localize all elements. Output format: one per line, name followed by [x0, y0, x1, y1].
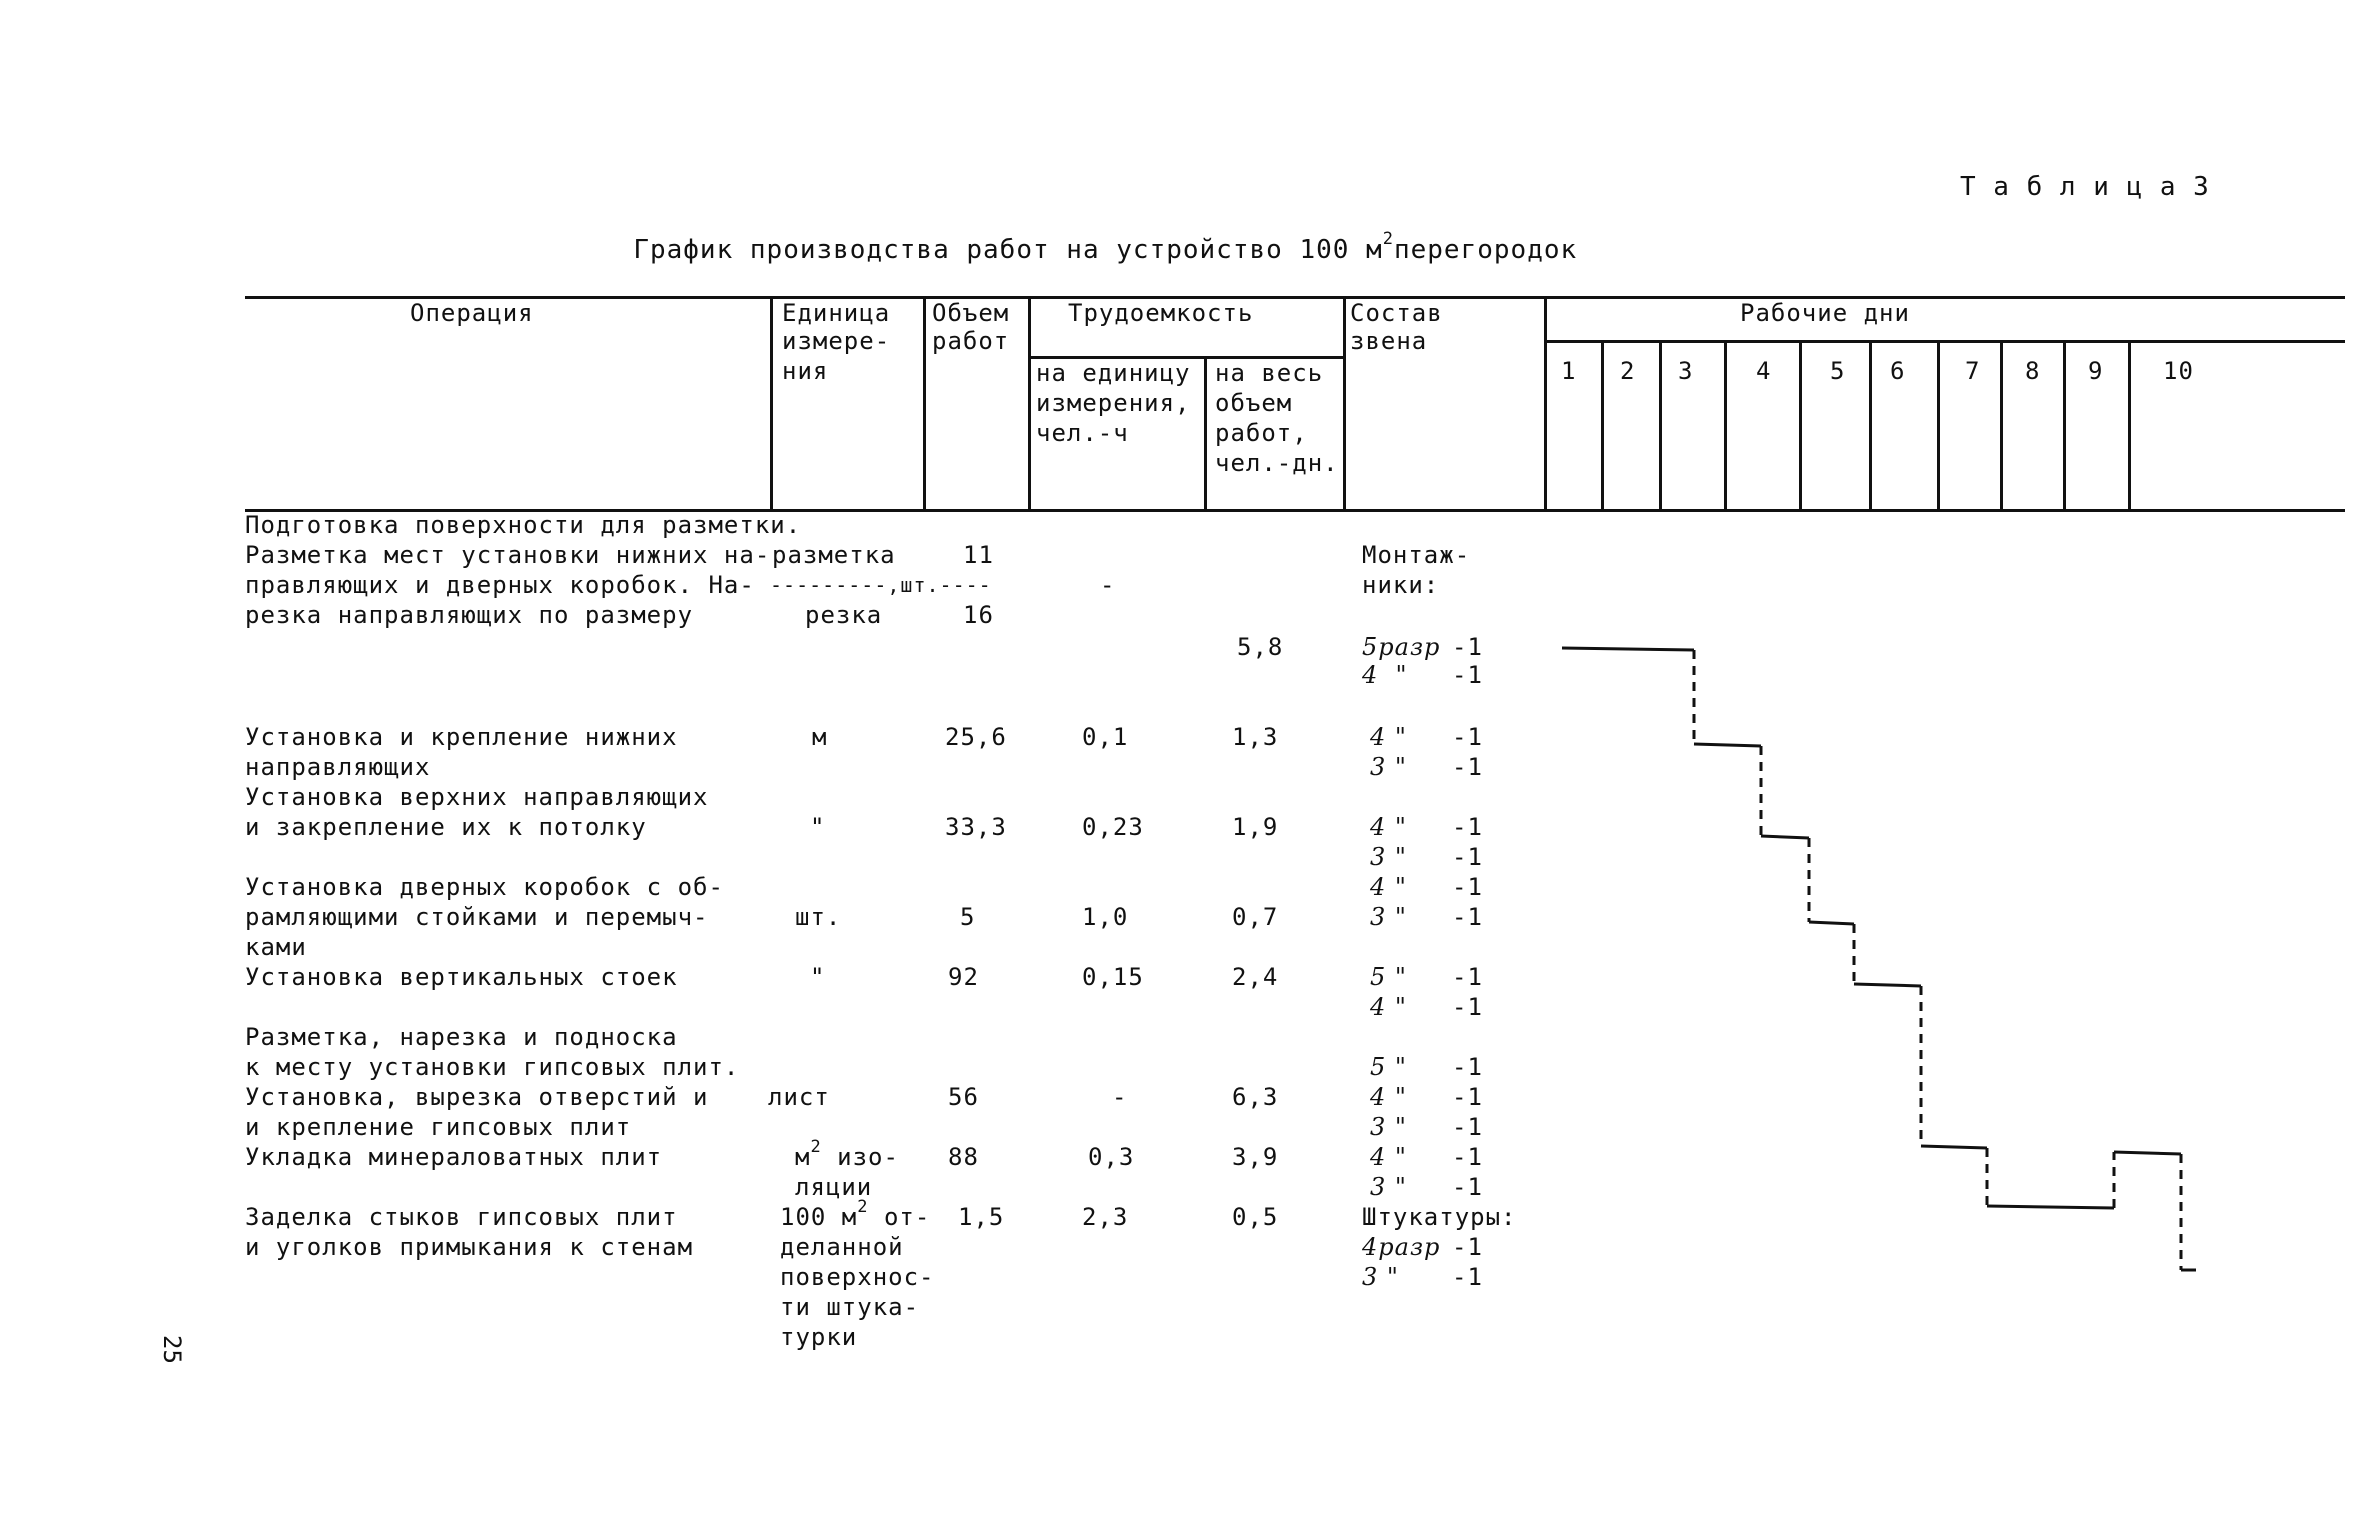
row7-unit-m: м	[795, 1143, 811, 1171]
row1-crew-2-count: -1	[1452, 661, 1483, 689]
row2-crew-2-rank: 3 "	[1370, 753, 1407, 781]
row8-unit-5: турки	[780, 1323, 858, 1351]
header-unit-3: ния	[782, 357, 829, 385]
table-label: Т а б л и ц а 3	[1960, 172, 2210, 202]
header-crew-1: Состав	[1350, 299, 1443, 327]
row7-crew-2-rank: 3 "	[1370, 1173, 1407, 1201]
row2-op-2: направляющих	[245, 753, 431, 781]
header-labor-total-2: объем	[1215, 389, 1293, 417]
row7-total: 3,9	[1232, 1143, 1279, 1171]
row1-volume-a: 11	[963, 541, 994, 569]
row3-total: 1,9	[1232, 813, 1279, 841]
day-7: 7	[1965, 357, 1981, 385]
day-1: 1	[1561, 357, 1577, 385]
row6-total: 6,3	[1232, 1083, 1279, 1111]
row6-unit: лист	[768, 1083, 830, 1111]
row5-unit: "	[810, 963, 826, 991]
row2-crew-1-count: -1	[1452, 723, 1483, 751]
row2-per-unit: 0,1	[1082, 723, 1129, 751]
row3-crew-2-rank: 3 "	[1370, 843, 1407, 871]
row6-op-3: Установка, вырезка отверстий и	[245, 1083, 709, 1111]
title-suffix: перегородок	[1393, 235, 1578, 265]
row1-per-unit: -	[1100, 571, 1116, 599]
row8-crew-1-rank: 4разр	[1362, 1233, 1441, 1261]
row5-crew-2-rank: 4 "	[1370, 993, 1407, 1021]
day-9: 9	[2088, 357, 2104, 385]
row7-crew-2-count: -1	[1452, 1173, 1483, 1201]
row6-op-4: и крепление гипсовых плит	[245, 1113, 632, 1141]
bar-gypsum	[1921, 1146, 1987, 1148]
row6-crew-1-count: -1	[1452, 1053, 1483, 1081]
row5-per-unit: 0,15	[1082, 963, 1144, 991]
page-number: 25	[158, 1335, 186, 1364]
row8-crew-head: Штукатуры:	[1362, 1203, 1517, 1231]
row8-unit-a: 100 м	[780, 1203, 858, 1231]
header-labor-unit-3: чел.-ч	[1036, 419, 1129, 447]
row8-volume: 1,5	[958, 1203, 1005, 1231]
header-volume-1: Объем	[932, 299, 1010, 327]
row5-total: 2,4	[1232, 963, 1279, 991]
row6-op-2: к месту установки гипсовых плит.	[245, 1053, 740, 1081]
header-volume-2: работ	[932, 327, 1010, 355]
header-labor-unit-1: на единицу	[1036, 359, 1191, 387]
row7-op-1: Укладка минераловатных плит	[245, 1143, 663, 1171]
row7-crew-1-rank: 4 "	[1370, 1143, 1407, 1171]
row1-op-1: Разметка мест установки нижних на-	[245, 541, 771, 569]
row8-crew-2-rank: 3 "	[1362, 1263, 1399, 1291]
row6-crew-3-rank: 3 "	[1370, 1113, 1407, 1141]
row7-crew-1-count: -1	[1452, 1143, 1483, 1171]
row4-op-3: ками	[245, 933, 307, 961]
day-5: 5	[1830, 357, 1846, 385]
row3-volume: 33,3	[945, 813, 1007, 841]
row1-unit-a: разметка	[772, 541, 896, 569]
row1-crew-1-rank: 5разр	[1362, 633, 1441, 661]
row5-op-1: Установка вертикальных стоек	[245, 963, 678, 991]
header-crew-2: звена	[1350, 327, 1428, 355]
row7-unit-sup: 2	[810, 1137, 822, 1157]
header-labor-total-3: работ,	[1215, 419, 1308, 447]
row8-crew-1-count: -1	[1452, 1233, 1483, 1261]
row3-op-2: и закрепление их к потолку	[245, 813, 647, 841]
title-sup: 2	[1382, 229, 1394, 250]
row0-operation: Подготовка поверхности для разметки.	[245, 511, 802, 539]
bar-lower-guides	[1694, 744, 1761, 746]
row8-total: 0,5	[1232, 1203, 1279, 1231]
row8-op-2: и уголков примыкания к стенам	[245, 1233, 694, 1261]
header-unit-1: Единица	[782, 299, 891, 327]
row8-crew-2-count: -1	[1452, 1263, 1483, 1291]
bar-studs	[1854, 984, 1921, 986]
row2-unit: м	[812, 723, 828, 751]
row7-volume: 88	[948, 1143, 979, 1171]
row6-crew-2-rank: 4 "	[1370, 1083, 1407, 1111]
row5-crew-2-count: -1	[1452, 993, 1483, 1021]
header-labor: Трудоемкость	[1068, 299, 1254, 327]
row5-crew-1-count: -1	[1452, 963, 1483, 991]
bar-upper-guides	[1761, 836, 1809, 838]
row1-op-2: правляющих и дверных коробок. На-	[245, 571, 755, 599]
row1-volume-b: 16	[963, 601, 994, 629]
row1-crew-head-1: Монтаж-	[1362, 541, 1471, 569]
row7-per-unit: 0,3	[1088, 1143, 1135, 1171]
row4-op-2: рамляющими стойками и перемыч-	[245, 903, 709, 931]
day-4: 4	[1756, 357, 1772, 385]
row8-unit-b: от-	[868, 1203, 931, 1231]
row1-crew-2-rank: 4 "	[1362, 661, 1408, 689]
row4-total: 0,7	[1232, 903, 1279, 931]
row8-unit-sup: 2	[857, 1197, 869, 1217]
row1-crew-1-count: -1	[1452, 633, 1483, 661]
row8-unit-3: поверхнос-	[780, 1263, 935, 1291]
header-labor-total-1: на весь	[1215, 359, 1324, 387]
row1-crew-head-2: ники:	[1362, 571, 1440, 599]
header-labor-total-4: чел.-дн.	[1215, 449, 1339, 477]
row4-crew-1-rank: 4 "	[1370, 873, 1407, 901]
row4-crew-1-count: -1	[1452, 873, 1483, 901]
day-10: 10	[2163, 357, 2194, 385]
row7-unit-2: ляции	[795, 1173, 873, 1201]
row7-unit-rest: изо-	[821, 1143, 899, 1171]
row6-op-1: Разметка, нарезка и подноска	[245, 1023, 678, 1051]
row4-op-1: Установка дверных коробок с об-	[245, 873, 724, 901]
row3-crew-1-rank: 4 "	[1370, 813, 1407, 841]
row2-volume: 25,6	[945, 723, 1007, 751]
header-labor-unit-2: измерения,	[1036, 389, 1191, 417]
day-6: 6	[1890, 357, 1906, 385]
row1-unit-b: ---------,шт.----	[770, 573, 992, 597]
row6-crew-2-count: -1	[1452, 1083, 1483, 1111]
row5-crew-1-rank: 5 "	[1370, 963, 1407, 991]
row4-crew-2-count: -1	[1452, 903, 1483, 931]
row6-per-unit: -	[1112, 1083, 1128, 1111]
row4-per-unit: 1,0	[1082, 903, 1129, 931]
row2-total: 1,3	[1232, 723, 1279, 751]
row8-unit-2: деланной	[780, 1233, 904, 1261]
row3-op-1: Установка верхних направляющих	[245, 783, 709, 811]
row2-crew-1-rank: 4 "	[1370, 723, 1407, 751]
row1-unit-c: резка	[805, 601, 883, 629]
day-3: 3	[1678, 357, 1694, 385]
bar-mineral-wool	[1987, 1206, 2114, 1208]
row8-per-unit: 2,3	[1082, 1203, 1129, 1231]
row2-op-1: Установка и крепление нижних	[245, 723, 678, 751]
row4-unit: шт.	[795, 903, 842, 931]
row3-crew-2-count: -1	[1452, 843, 1483, 871]
title-prefix: График производства работ на устройство 100 м	[633, 235, 1383, 265]
day-8: 8	[2025, 357, 2041, 385]
row3-per-unit: 0,23	[1082, 813, 1144, 841]
row6-crew-1-rank: 5 "	[1370, 1053, 1407, 1081]
row3-crew-1-count: -1	[1452, 813, 1483, 841]
row1-total: 5,8	[1237, 633, 1284, 661]
row1-op-3: резка направляющих по размеру	[245, 601, 694, 629]
bar-marking	[1562, 648, 1694, 650]
row8-op-1: Заделка стыков гипсовых плит	[245, 1203, 678, 1231]
bar-joints	[2114, 1152, 2181, 1154]
header-operation: Операция	[410, 299, 534, 327]
row5-volume: 92	[948, 963, 979, 991]
row4-crew-2-rank: 3 "	[1370, 903, 1407, 931]
day-2: 2	[1620, 357, 1636, 385]
row2-crew-2-count: -1	[1452, 753, 1483, 781]
header-unit-2: измере-	[782, 327, 891, 355]
header-workdays: Рабочие дни	[1740, 299, 1910, 327]
row8-unit-4: ти штука-	[780, 1293, 920, 1321]
bar-door-frames	[1809, 922, 1854, 924]
row4-volume: 5	[960, 903, 976, 931]
row6-crew-3-count: -1	[1452, 1113, 1483, 1141]
row3-unit: "	[810, 813, 826, 841]
row6-volume: 56	[948, 1083, 979, 1111]
